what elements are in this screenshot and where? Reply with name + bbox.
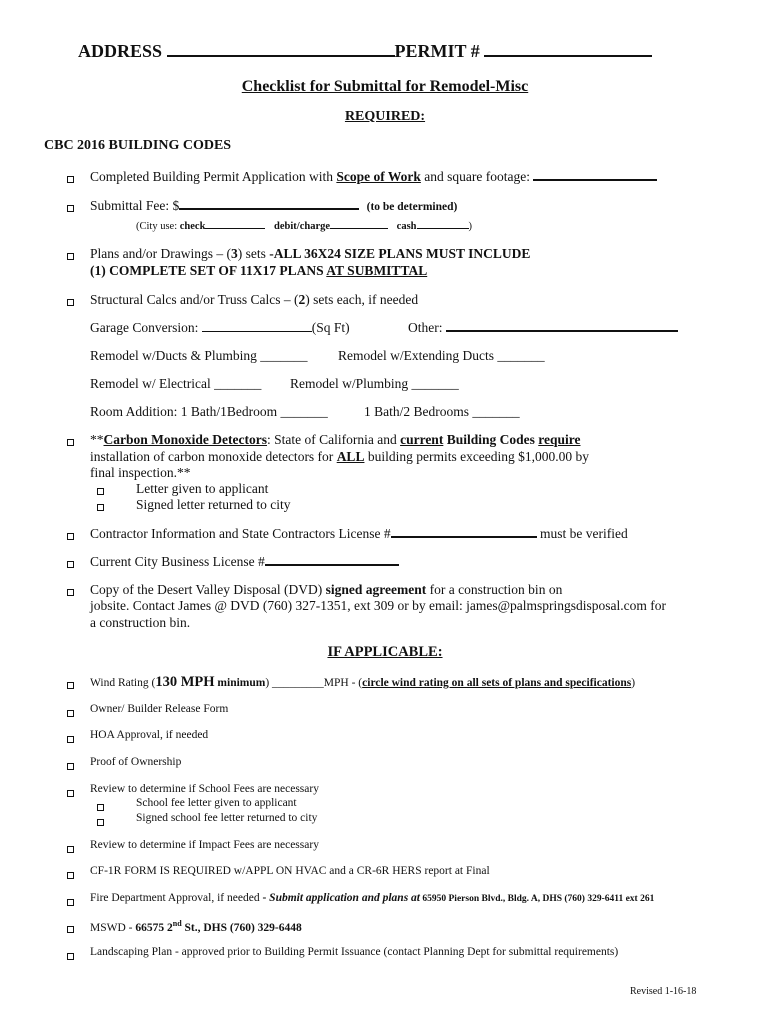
address-line	[78, 41, 652, 62]
checkbox-business-license[interactable]	[67, 561, 74, 568]
text: **	[90, 432, 104, 447]
text: installation of carbon monoxide detectors for	[90, 449, 337, 464]
text: for a construction bin on	[426, 582, 563, 597]
item-dvd	[90, 582, 562, 598]
text: ) sets	[237, 246, 270, 261]
garage-field[interactable]	[202, 331, 312, 332]
debit-field[interactable]	[330, 228, 388, 229]
check-field[interactable]	[205, 228, 265, 229]
cash-label: cash	[396, 221, 417, 232]
room-addition: Room Addition: 1 Bath/1Bedroom _______	[90, 404, 328, 419]
at-submittal: AT SUBMITTAL	[326, 263, 428, 278]
checkbox-school-letter-returned[interactable]	[97, 819, 104, 826]
all: ALL	[336, 449, 365, 464]
text: (City use:	[136, 221, 180, 232]
item-carbon-line2	[90, 449, 589, 465]
codes-heading: CBC 2016 BUILDING CODES	[44, 138, 232, 153]
fire-address: 65950 Pierson Blvd., Bldg. A, DHS (760) 329-6411 ext 261	[420, 894, 655, 904]
city-use-line	[136, 221, 472, 232]
checkbox-dvd[interactable]	[67, 589, 74, 596]
mswd-address: 66575 2	[135, 921, 173, 934]
bold-text: -ALL 36X24 SIZE PLANS MUST INCLUDE	[269, 246, 531, 261]
school-letter-given: School fee letter given to applicant	[136, 797, 297, 809]
checkbox-hoa[interactable]	[67, 736, 74, 743]
mswd-phone: St., DHS (760) 329-6448	[181, 921, 302, 934]
text: and square footage:	[420, 169, 534, 184]
text: Current City Business License #	[90, 554, 265, 569]
checkbox-submittal-fee[interactable]	[67, 205, 74, 212]
checkbox-school-letter-given[interactable]	[97, 804, 104, 811]
text: )	[468, 221, 473, 232]
item-plans	[90, 246, 530, 262]
minimum: minimum	[214, 677, 266, 689]
fee-note: (to be determined)	[366, 201, 458, 213]
cash-field[interactable]	[417, 228, 469, 229]
checkbox-fire[interactable]	[67, 899, 74, 906]
address-label: ADDRESS	[78, 41, 163, 61]
text: Plans and/or Drawings – (	[90, 246, 231, 261]
text: Completed Building Permit Application with	[90, 169, 337, 184]
require: require	[538, 432, 581, 447]
remodel-extending: Remodel w/Extending Ducts _______	[338, 348, 545, 363]
remodel-ducts: Remodel w/Ducts & Plumbing _______	[90, 348, 308, 363]
item-proof: Proof of Ownership	[90, 756, 182, 768]
text: Garage Conversion:	[90, 320, 202, 335]
item-wind	[90, 674, 635, 691]
item-dvd-line2: jobsite. Contact James @ DVD (760) 327-1351, ext 309 or by email: james@palmspringsdisposal.com for	[90, 598, 667, 613]
item-impact: Review to determine if Impact Fees are necessary	[90, 839, 319, 851]
text: Submittal Fee: $	[90, 198, 180, 213]
count: 2	[298, 292, 306, 307]
required-heading: REQUIRED:	[344, 109, 426, 124]
wind-mph: 130 MPH	[155, 674, 215, 690]
checkbox-mswd[interactable]	[67, 926, 74, 933]
item-school: Review to determine if School Fees are necessary	[90, 783, 319, 795]
debit-label: debit/charge	[274, 221, 331, 232]
check-label: check	[179, 221, 206, 232]
item-carbon	[90, 432, 581, 448]
count: 3	[230, 246, 238, 261]
item-mswd	[90, 919, 302, 934]
item-structural	[90, 292, 418, 308]
text: (1) COMPLETE SET OF 11X17 PLANS	[90, 263, 327, 278]
garage-line	[90, 320, 350, 336]
text: (Sq Ft)	[311, 320, 350, 335]
other-line	[408, 320, 678, 336]
page-title: Checklist for Submittal for Remodel-Misc	[241, 78, 529, 95]
checkbox-carbon[interactable]	[67, 439, 74, 446]
checkbox-landscaping[interactable]	[67, 953, 74, 960]
submittal-fee-field[interactable]	[179, 208, 359, 210]
letter-returned: Signed letter returned to city	[136, 497, 291, 512]
text: ) _________MPH - (	[265, 677, 363, 689]
business-license-field[interactable]	[265, 564, 399, 566]
square-footage-field[interactable]	[533, 179, 657, 181]
checkbox-impact[interactable]	[67, 846, 74, 853]
permit-field[interactable]	[484, 55, 652, 57]
text: Contractor Information and State Contractors License #	[90, 526, 391, 541]
if-applicable-heading: IF APPLICABLE:	[327, 644, 443, 660]
text: Wind Rating (	[90, 677, 156, 689]
checkbox-plans[interactable]	[67, 253, 74, 260]
item-contractor	[90, 526, 628, 542]
text: Fire Department Approval, if needed	[90, 892, 263, 904]
checkbox-contractor[interactable]	[67, 533, 74, 540]
checkbox-letter-returned[interactable]	[97, 504, 104, 511]
letter-given: Letter given to applicant	[136, 481, 269, 496]
current: current	[400, 432, 444, 447]
text: ) sets each, if needed	[305, 292, 419, 307]
checkbox-owner-builder[interactable]	[67, 710, 74, 717]
text: -	[262, 892, 270, 904]
item-owner-builder: Owner/ Builder Release Form	[90, 703, 229, 715]
text: must be verified	[536, 526, 628, 541]
checkbox-proof[interactable]	[67, 763, 74, 770]
item-submittal-fee	[90, 198, 457, 214]
item-plans-line2	[90, 263, 427, 279]
item-cf1r: CF-1R FORM IS REQUIRED w/APPL ON HVAC and a CR-6R HERS report at Final	[90, 865, 490, 877]
text: Other:	[408, 320, 446, 335]
scope-of-work: Scope of Work	[336, 169, 421, 184]
room-addition-2: 1 Bath/2 Bedrooms _______	[364, 404, 520, 419]
school-letter-returned: Signed school fee letter returned to city	[136, 812, 318, 824]
text: : State of California and	[266, 432, 401, 447]
item-business-license	[90, 554, 399, 570]
checkbox-structural[interactable]	[67, 299, 74, 306]
circle-wind-rating: circle wind rating on all sets of plans and specifications	[362, 677, 632, 689]
text: Copy of the Desert Valley Disposal (DVD)	[90, 582, 326, 597]
codes: Building Codes	[443, 432, 539, 447]
text: nd	[172, 919, 182, 928]
submit-note: Submit application and plans at	[269, 892, 420, 904]
other-field[interactable]	[446, 330, 678, 332]
item-hoa: HOA Approval, if needed	[90, 729, 209, 741]
item-fire	[90, 892, 654, 904]
text: building permits exceeding $1,000.00 by	[364, 449, 590, 464]
signed-agreement: signed agreement	[325, 582, 427, 597]
remodel-electrical: Remodel w/ Electrical _______	[90, 376, 262, 391]
item-landscaping: Landscaping Plan - approved prior to Building Permit Issuance (contact Planning Dept for submittal requirements)	[90, 946, 619, 958]
revised-date: Revised 1-16-18	[630, 986, 697, 997]
permit-label: PERMIT #	[394, 41, 480, 61]
text: Structural Calcs and/or Truss Calcs – (	[90, 292, 299, 307]
item-dvd-line3: a construction bin.	[90, 615, 191, 630]
carbon-title: Carbon Monoxide Detectors	[103, 432, 267, 447]
text: MSWD -	[90, 921, 136, 934]
remodel-plumbing: Remodel w/Plumbing _______	[290, 376, 459, 391]
license-field[interactable]	[391, 536, 537, 538]
item-carbon-line3: final inspection.**	[90, 465, 191, 480]
address-field[interactable]	[167, 55, 395, 57]
checkbox-building-permit[interactable]	[67, 176, 74, 183]
checkbox-letter-given[interactable]	[97, 488, 104, 495]
text: )	[631, 677, 636, 689]
checkbox-wind[interactable]	[67, 682, 74, 689]
item-building-permit	[90, 169, 657, 185]
checkbox-cf1r[interactable]	[67, 872, 74, 879]
checkbox-school[interactable]	[67, 790, 74, 797]
